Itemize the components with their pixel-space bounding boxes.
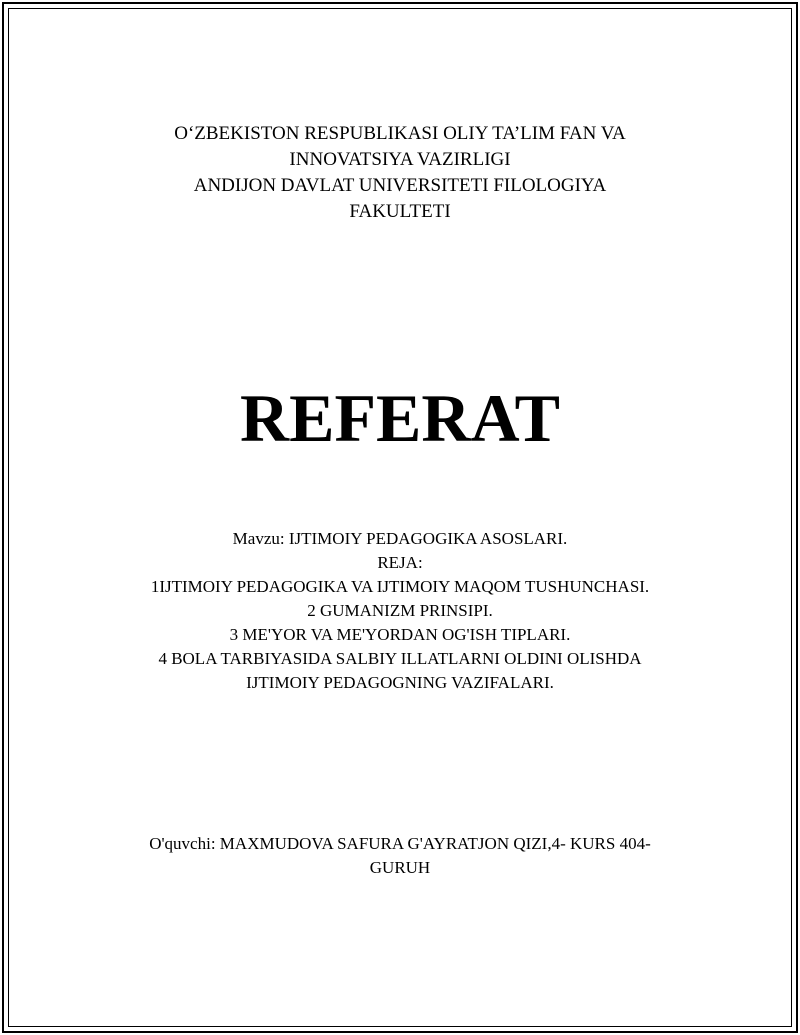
plan-item: 1IJTIMOIY PEDAGOGIKA VA IJTIMOIY MAQOM TUSHUNCHASI. [150,577,650,596]
header-line: O‘ZBEKISTON RESPUBLIKASI OLIY TA’LIM FAN VA [174,123,626,144]
plan-item: 2 GUMANIZM PRINSIPI. [307,601,493,620]
document-title: REFERAT [240,380,560,456]
student-line: O'quvchi: MAXMUDOVA SAFURA G'AYRATJON QIZI,4- KURS 404- [149,834,651,853]
header-line: ANDIJON DAVLAT UNIVERSITETI FILOLOGIYA [193,175,607,196]
plan-item: 4 BOLA TARBIYASIDA SALBIY ILLATLARNI OLDINI OLISHDA [158,649,642,668]
header-line: INNOVATSIYA VAZIRLIGI [289,149,511,170]
header-line: FAKULTETI [349,201,451,222]
topic-line: Mavzu: IJTIMOIY PEDAGOGIKA ASOSLARI. [232,529,568,548]
plan-heading: REJA: [377,553,423,572]
student-line: GURUH [369,858,431,877]
student-info [60,832,740,880]
topic-and-plan [60,527,740,695]
institution-header [60,121,740,225]
plan-item: IJTIMOIY PEDAGOGNING VAZIFALARI. [246,673,554,692]
plan-item: 3 ME'YOR VA ME'YORDAN OG'ISH TIPLARI. [229,625,571,644]
